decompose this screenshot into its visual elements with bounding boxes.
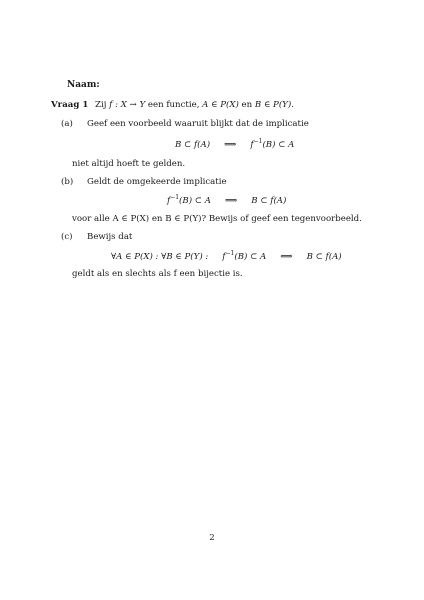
part-c-formula-quant: ∀A ∈ P(X) : ∀B ∈ P(Y) : xyxy=(111,252,209,262)
part-a-formula-right-post: (B) ⊂ A xyxy=(262,140,295,150)
part-b-text: Geldt de omgekeerde implicatie xyxy=(87,177,227,187)
question-heading xyxy=(51,100,294,111)
part-a-formula-right-sup: −1 xyxy=(253,138,263,145)
question-intro-en: en xyxy=(241,100,253,110)
part-b-formula-left-pre: f xyxy=(167,196,171,206)
part-a-formula-left: B ⊂ f(A) xyxy=(175,140,211,150)
question-intro-b: B ∈ P(Y). xyxy=(254,100,294,110)
part-c-formula-left-post: (B) ⊂ A xyxy=(234,252,267,262)
part-b-formula-left-sup: −1 xyxy=(170,194,180,201)
part-a-after: niet altijd hoeft te gelden. xyxy=(72,159,186,169)
part-c-formula xyxy=(111,250,342,263)
part-c-formula-right: B ⊂ f(A) xyxy=(306,252,342,262)
part-b-formula-left-post: (B) ⊂ A xyxy=(179,196,211,206)
part-b-formula xyxy=(167,194,286,207)
part-a-formula xyxy=(175,138,294,151)
part-c-formula-op: ⟺ xyxy=(280,252,293,262)
part-a-formula-op: ⟹ xyxy=(224,140,237,150)
part-a-label: (a) xyxy=(61,119,73,129)
part-a-formula-right-pre: f xyxy=(250,140,254,150)
part-b-formula-right: B ⊂ f(A) xyxy=(251,196,287,206)
part-c-formula-left-sup: −1 xyxy=(225,250,235,257)
part-c-after: geldt als en slechts als f een bijectie is. xyxy=(72,269,243,279)
question-intro-mid: een functie, xyxy=(147,100,200,110)
part-b-label: (b) xyxy=(61,177,74,187)
part-a-text: Geef een voorbeeld waaruit blijkt dat de implicatie xyxy=(87,119,309,129)
part-c-label: (c) xyxy=(61,232,73,242)
part-c-formula-left-pre: f xyxy=(222,252,226,262)
part-b-after: voor alle A ∈ P(X) en B ∈ P(Y)? Bewijs of geef een tegenvoorbeeld. xyxy=(72,214,362,224)
question-intro-func: f : X → Y xyxy=(109,100,146,110)
name-label: Naam: xyxy=(67,80,100,90)
page-number: 2 xyxy=(209,533,215,543)
question-intro-pre: Zij xyxy=(95,100,107,110)
question-intro-a: A ∈ P(X) xyxy=(202,100,239,110)
part-c-text: Bewijs dat xyxy=(87,232,133,242)
part-b-formula-op: ⟹ xyxy=(224,196,238,206)
question-title: Vraag 1 xyxy=(51,100,89,110)
